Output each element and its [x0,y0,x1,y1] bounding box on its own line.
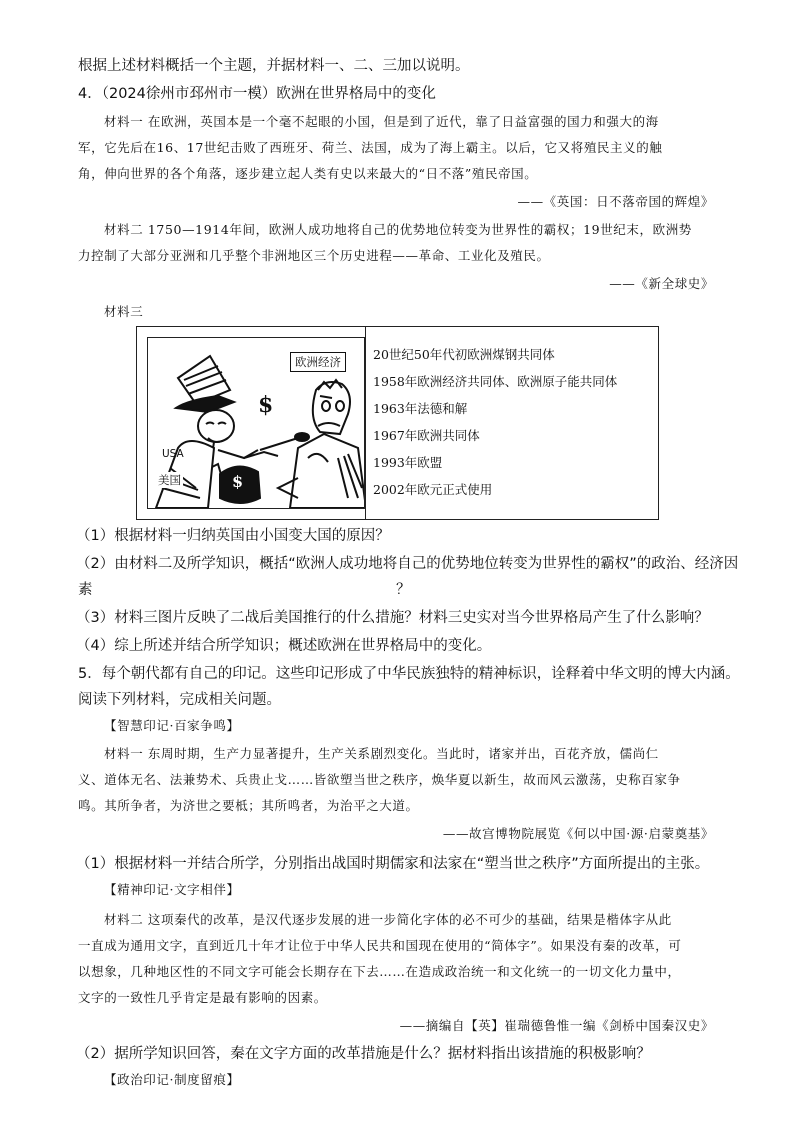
timeline-event: 1993年欧盟 [373,455,443,470]
cartoon-hat-text: USA [162,448,184,460]
cartoon-image [147,337,365,509]
q5-section-heading: 【智慧印记·百家争鸣】 [104,718,240,733]
q4-question-2: （2）由材料二及所学知识，概括“欧洲人成功地将自己的优势地位转变为世界性的霸权”的政治、经济因 [76,556,739,572]
q4-material1-line: 材料一 在欧洲，英国本是一个毫不起眼的小国，但是到了近代，靠了日益富强的国力和强大的海 [104,114,659,129]
q4-material1-line: 角，伸向世界的各个角落，逐步建立起人类有史以来最大的“日不落”殖民帝国。 [78,166,538,181]
q5-intro-line: 5．每个朝代都有自己的印记。这些印记形成了中华民族独特的精神标识，诠释着中华文明的博大内涵。 [78,666,740,682]
q5-material2-line: 材料二 这项秦代的改革，是汉代逐步发展的进一步简化字体的必不可少的基础，结果是楷体字从此 [104,912,672,927]
q5-material2-source: ——摘编自【英】崔瑞德鲁惟一编《剑桥中国秦汉史》 [399,1018,714,1033]
q4-material2-line: 力控制了大部分亚洲和几乎整个非洲地区三个历史进程——革命、工业化及殖民。 [78,248,550,263]
cartoon-bag-dollar: $ [232,472,244,491]
q4-material2-source: ——《新全球史》 [609,276,714,291]
cartoon-person-label: 美国 [158,473,181,487]
q5-material1-line: 鸣。其所争者，为济世之要柢；其所鸣者，为治平之大道。 [78,798,419,813]
q5-question-1: （1）根据材料一并结合所学，分别指出战国时期儒家和法家在“塑当世之秩序”方面所提出的主张。 [76,856,710,872]
q5-section-heading: 【政治印记·制度留痕】 [104,1072,240,1087]
q5-question-2: （2）据所学知识回答，秦在文字方面的改革措施是什么？据材料指出该措施的积极影响？ [76,1046,651,1062]
q5-material2-line: 一直成为通用文字，直到近几十年才让位于中华人民共和国现在使用的“简体字”。如果没有秦的改革，可 [78,938,682,953]
q4-title: 4．（2024徐州市邳州市一模）欧洲在世界格局中的变化 [78,86,436,102]
timeline-event: 1963年法德和解 [373,401,468,416]
q5-material2-line: 以想象，几种地区性的不同文字可能会长期存在下去……在造成政治统一和文化统一的一切文化力量中， [78,964,681,979]
timeline-event: 1958年欧洲经济共同体、欧洲原子能共同体 [373,374,618,389]
q5-intro-line: 阅读下列材料，完成相关问题。 [78,692,281,708]
timeline-event: 1967年欧洲共同体 [373,428,480,443]
q4-material3-label: 材料三 [104,304,144,319]
material3-box [136,326,659,520]
q4-question-2-mark: ？ [396,582,411,598]
q4-question-4: （4）综上所述并结合所学知识；概述欧洲在世界格局中的变化。 [76,638,492,654]
cartoon-dollar-sign: $ [258,392,274,418]
q4-material1-line: 军，它先后在16、17世纪击败了西班牙、荷兰、法国，成为了海上霸主。以后，它又将殖民主义的触 [78,140,663,155]
timeline-event: 20世纪50年代初欧洲煤钢共同体 [373,347,555,362]
q4-question-2-cont: 素 [78,582,93,598]
timeline-event: 2002年欧元正式使用 [373,482,493,497]
q4-question-1: （1）根据材料一归纳英国由小国变大国的原因？ [76,528,390,544]
cartoon-banner: 欧洲经济 [290,352,346,372]
q5-material1-line: 材料一 东周时期，生产力显著提升，生产关系剧烈变化。当此时，诸家并出，百花齐放，儒尚仁 [104,746,659,761]
q5-material2-line: 文字的一致性几乎肯定是最有影响的因素。 [78,990,327,1005]
q5-material1-source: ——故宫博物院展览《何以中国·源·启蒙奠基》 [442,826,714,841]
q5-section-heading: 【精神印记·文字相伴】 [104,882,240,897]
box-divider [365,327,366,519]
q4-material1-source: ——《英国：日不落帝国的辉煌》 [517,194,714,209]
q4-material2-line: 材料二 1750—1914年间，欧洲人成功地将自己的优势地位转变为世界性的霸权；19世纪末，欧洲势 [104,222,692,237]
q4-question-3: （3）材料三图片反映了二战后美国推行的什么措施？材料三史实对当今世界格局产生了什么影响？ [76,610,709,626]
q5-material1-line: 义、道体无名、法兼势术、兵贵止戈……皆欲塑当世之秩序，焕华夏以新生，故而风云激荡，史称百家争 [78,772,681,787]
intro-instruction: 根据上述材料概括一个主题，并据材料一、二、三加以说明。 [78,58,470,74]
